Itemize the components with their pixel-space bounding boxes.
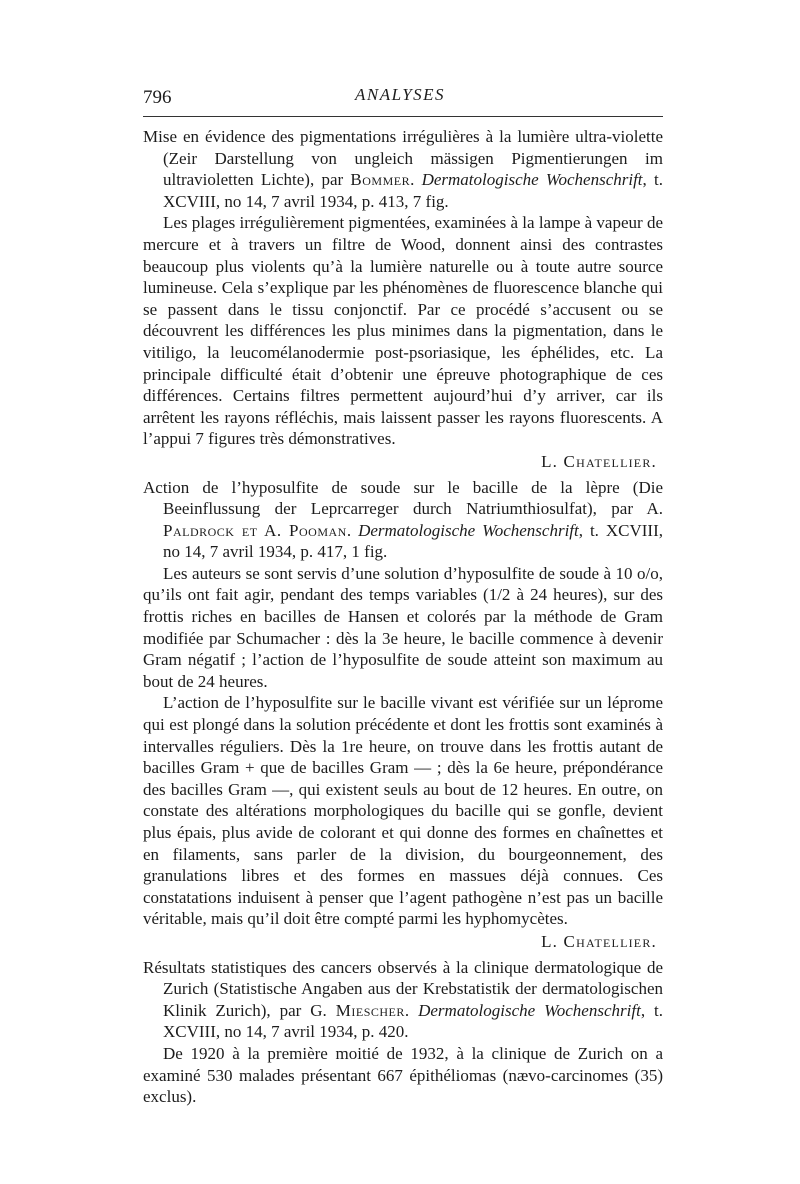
entry-reference-sep: . [410,170,422,190]
entry-journal: Dermatologische Wochenschrift [418,1000,641,1020]
entry-author: Bommer [350,170,411,190]
page-number: 796 [143,87,172,108]
entry-title: Mise en évidence des pigmentations irrégulières à la lumière ultra-violette [143,127,663,146]
entry-heading [143,126,663,212]
entry-reference-sep: . [346,520,359,540]
entry-author: Paldrock et A. Pooman [163,520,347,540]
entry-reference-sep: . [404,1000,419,1020]
entry-signature: L. Chatellier. [541,451,657,471]
entry-journal: Dermatologische Wochenschrift [358,520,579,540]
entry-reference: (Zeir Darstellung von ungleich mässigen Pigmentierungen im ultravioletten Lichte), par [163,148,663,190]
entry-title: Action de l’hyposulfite de soude sur le bacille de la lèpre [143,477,620,497]
entry-reference-tail: , t. XCVIII, no 14, 7 avril 1934, p. 413, 7 fig. [163,170,663,211]
entry-reference-tail: , t. XCVIII, no 14, 7 avril 1934, p. 417, 1 fig. [163,520,664,562]
entry-paragraph: L’action de l’hyposulfite sur le bacille vivant est vérifiée sur un léprome qui est plongé dans la solution précédente et dont les frottis sont examinés à intervalles réguliers. Dès la 1re heure, on trouve dans les frottis autant de bacilles Gram + que de bacilles Gram — ; dès la 6e heure, prépondérance des bacilles Gram —, qui existent seuls au bout de 12 heures. En outre, on constate des altérations morphologiques du bacille qui se gonfle, devient plus épais, plus avide de colorant et qui donne des formes en chaînettes et en filaments, sans parler de la division, du bourgeonnement, des granulations libres et des formes en massues déjà connues. Ces constatations induisent à penser que l’agent pathogène n’est pas un bacille véritable, mais qu’il doit être compté parmi les hyphomycètes. [143,693,663,929]
entry-signature: L. Chatellier. [541,931,657,951]
entry-heading [143,957,663,1043]
entry-paragraph: Les plages irrégulièrement pigmentées, examinées à la lampe à vapeur de mercure et à travers un filtre de Wood, donnent ainsi des contrastes beaucoup plus violents qu’à la lumière naturelle ou à toute autre source lumineuse. Cela s’explique par les phénomènes de fluorescence blanche qui se passent dans le tissu conjonctif. Par ce procédé s’accusent ou se découvrent les différences les plus minimes dans la pigmentation, dans le vitiligo, la leucomélanodermie post-psoriasique, les éphélides, etc. La principale difficulté était d’obtenir une épreuve photographique de ces différences. Certains filtres permettent aujourd’hui d’y arriver, car ils arrêtent les rayons réfléchis, mais laissent passer les rayons fluorescents. A l’appui 7 figures très démonstratives. [143,213,663,449]
entry-reference: (Statistische Angaben aus der Krebstatistik der dermatologischen Klinik Zurich), par G. [163,979,663,1020]
entry-heading [143,477,663,563]
entry-reference-tail: , t. XCVIII, no 14, 7 avril 1934, p. 420. [163,1000,663,1042]
entry-author: Miescher [335,1000,405,1020]
entry-reference: (Die Beeinflussung der Leprcarreger durch Natriumthiosulfat), par A. [163,477,663,519]
entry-paragraph: Les auteurs se sont servis d’une solution d’hyposulfite de soude à 10 o/o, qu’ils ont fait agir, pendant des temps variables (1/2 à 24 heures), sur des frottis riches en bacilles de Hansen et colorés par la méthode de Gram modifiée par Schumacher : dès la 3e heure, le bacille commence à devenir Gram négatif ; l’action de l’hyposulfite de soude atteint son maximum au bout de 24 heures. [143,563,663,691]
article-body [143,126,663,1108]
header-rule [143,116,663,117]
running-title: ANALYSES [354,85,446,104]
entry-journal: Dermatologische Wochenschrift [421,170,643,190]
entry-title: Résultats statistiques des cancers observés à la clinique dermatologique de Zurich [143,957,663,999]
entry-paragraph: De 1920 à la première moitié de 1932, à la clinique de Zurich on a examiné 530 malades présentant 667 épithéliomas (nævo-carcinomes (35) exclus). [143,1043,663,1107]
